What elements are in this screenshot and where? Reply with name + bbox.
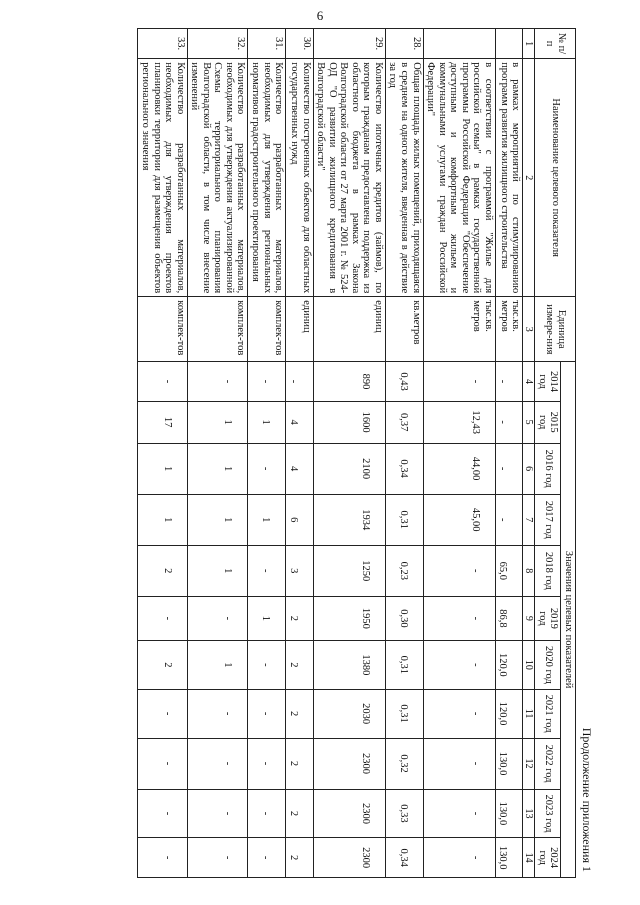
value-cell: 2 xyxy=(286,640,314,689)
value-cell: - xyxy=(423,838,495,878)
value-cell: 3 xyxy=(286,545,314,596)
row-number: 31. xyxy=(248,29,286,59)
row-number: 32. xyxy=(187,29,248,59)
value-cell: - xyxy=(248,362,286,401)
value-cell: 2300 xyxy=(313,789,385,838)
value-cell: 1 xyxy=(248,401,286,443)
value-cell: - xyxy=(138,596,187,640)
value-cell: 120,0 xyxy=(495,689,523,738)
header-year: 2016 год xyxy=(535,443,561,494)
header-year: 2022 год xyxy=(535,738,561,789)
value-cell: 0,33 xyxy=(385,789,423,838)
value-cell: 130,0 xyxy=(495,738,523,789)
indicator-name: в рамках мероприятий по стимулированию программ развития жилищного строительства xyxy=(495,59,523,297)
header-year: 2024 год xyxy=(535,838,561,878)
value-cell: - xyxy=(495,401,523,443)
value-cell: 2030 xyxy=(313,689,385,738)
page-number: 6 xyxy=(316,8,324,23)
value-cell: 12,43 xyxy=(423,401,495,443)
value-cell: 890 xyxy=(313,362,385,401)
value-cell: - xyxy=(138,738,187,789)
unit-cell: комплек-тов xyxy=(187,297,248,362)
value-cell: 1380 xyxy=(313,640,385,689)
value-cell: 1934 xyxy=(313,494,385,545)
value-cell: 0,31 xyxy=(385,494,423,545)
value-cell: 120,0 xyxy=(495,640,523,689)
unit-cell: тыс.кв. метров xyxy=(423,297,495,362)
header-year: 2023 год xyxy=(535,789,561,838)
column-index: 12 xyxy=(523,738,535,789)
indicator-name: Количество разработанных материалов, необходимых для утверждения актуализированной Схемы территориального планирования Волгоградской области, в том числе внесение изменений xyxy=(187,59,248,297)
value-cell: 0,43 xyxy=(385,362,423,401)
indicator-name: Количество ипотечных кредитов (займов), по которым гражданам предоставлена поддержка из областного бюджета в рамках Закона Волгоградской области от 27 марта 2001 г. № 524-ОД "О развитии жилищного кредитования в Волгоградской области" xyxy=(313,59,385,297)
value-cell: - xyxy=(187,689,248,738)
value-cell: - xyxy=(248,689,286,738)
header-year: 2021 год xyxy=(535,689,561,738)
value-cell: 0,23 xyxy=(385,545,423,596)
value-cell: 1 xyxy=(138,443,187,494)
indicator-name: Общая площадь жилых помещений, приходящаяся в среднем на одного жителя, введенная в действие за год xyxy=(385,59,423,297)
column-index: 6 xyxy=(523,443,535,494)
header-year: 2018 год xyxy=(535,545,561,596)
value-cell: 0,30 xyxy=(385,596,423,640)
value-cell: 2100 xyxy=(313,443,385,494)
value-cell: - xyxy=(423,738,495,789)
row-number xyxy=(423,29,495,59)
value-cell: - xyxy=(187,738,248,789)
column-index: 10 xyxy=(523,640,535,689)
value-cell: - xyxy=(423,596,495,640)
indicator-name: Количество построенных объектов для областных государственных нужд xyxy=(286,59,314,297)
value-cell: 0,32 xyxy=(385,738,423,789)
value-cell: 1 xyxy=(187,640,248,689)
value-cell: 6 xyxy=(286,494,314,545)
index-row xyxy=(523,29,535,878)
value-cell: 1 xyxy=(187,443,248,494)
value-cell: - xyxy=(248,738,286,789)
value-cell: - xyxy=(423,789,495,838)
row-number: 28. xyxy=(385,29,423,59)
value-cell: 1 xyxy=(248,494,286,545)
column-index: 4 xyxy=(523,362,535,401)
indicators-table xyxy=(138,28,577,878)
table-row xyxy=(286,29,314,878)
row-number: 33. xyxy=(138,29,187,59)
table-row xyxy=(385,29,423,878)
value-cell: 0,34 xyxy=(385,443,423,494)
value-cell: 2 xyxy=(286,596,314,640)
value-cell: 1 xyxy=(248,596,286,640)
header-year: 2014 год xyxy=(535,362,561,401)
unit-cell: тыс.кв. метров xyxy=(495,297,523,362)
value-cell: - xyxy=(423,640,495,689)
header-year: 2019 год xyxy=(535,596,561,640)
value-cell: 2 xyxy=(286,738,314,789)
header-year: 2015 год xyxy=(535,401,561,443)
column-index: 13 xyxy=(523,789,535,838)
table-row xyxy=(138,29,187,878)
value-cell: - xyxy=(138,689,187,738)
value-cell: 2 xyxy=(138,640,187,689)
value-cell: - xyxy=(138,838,187,878)
table-row xyxy=(313,29,385,878)
header-row-1 xyxy=(561,29,576,878)
continuation-note: Продолжение приложения 1 xyxy=(580,727,594,872)
column-index: 5 xyxy=(523,401,535,443)
header-year: 2017 год xyxy=(535,494,561,545)
value-cell: 44,00 xyxy=(423,443,495,494)
table-row xyxy=(248,29,286,878)
indicator-name: Количество разработанных материалов, необходимых для утверждения проектов планировки территории для размещения объектов регионального значения xyxy=(138,59,187,297)
value-cell: - xyxy=(248,443,286,494)
rotated-page-content xyxy=(48,28,596,878)
value-cell: 0,37 xyxy=(385,401,423,443)
value-cell: - xyxy=(423,545,495,596)
value-cell: 86,8 xyxy=(495,596,523,640)
value-cell: 1 xyxy=(187,494,248,545)
value-cell: 17 xyxy=(138,401,187,443)
table-row xyxy=(423,29,495,878)
table-body xyxy=(138,29,523,878)
column-index: 7 xyxy=(523,494,535,545)
value-cell: 1600 xyxy=(313,401,385,443)
column-index: 8 xyxy=(523,545,535,596)
value-cell: - xyxy=(248,838,286,878)
value-cell: - xyxy=(286,362,314,401)
value-cell: 45,00 xyxy=(423,494,495,545)
indicator-name: Количество разработанных материалов, необходимых для утверждения региональных нормативов градостроительного проектирования xyxy=(248,59,286,297)
value-cell: 2300 xyxy=(313,838,385,878)
value-cell: - xyxy=(138,362,187,401)
value-cell: - xyxy=(187,362,248,401)
value-cell: 130,0 xyxy=(495,838,523,878)
value-cell: 0,31 xyxy=(385,689,423,738)
column-index: 11 xyxy=(523,689,535,738)
table-row xyxy=(495,29,523,878)
value-cell: 1 xyxy=(138,494,187,545)
unit-cell: кв.метров xyxy=(385,297,423,362)
unit-cell: единиц xyxy=(286,297,314,362)
value-cell: 0,34 xyxy=(385,838,423,878)
value-cell: 1 xyxy=(187,545,248,596)
value-cell: - xyxy=(495,443,523,494)
row-number: 30. xyxy=(286,29,314,59)
row-number: 29. xyxy=(313,29,385,59)
column-index: 2 xyxy=(523,59,535,297)
value-cell: 1950 xyxy=(313,596,385,640)
header-values: Значения целевых показателей xyxy=(561,362,576,878)
value-cell: - xyxy=(423,689,495,738)
value-cell: - xyxy=(187,838,248,878)
value-cell: - xyxy=(248,640,286,689)
indicator-name: в соответствии с программой "Жилье для российской семьи" в рамках государственной программы Российской Федерации "Обеспечение доступным и комфортным жильем и коммунальными услугами граждан Российской Федерации" xyxy=(423,59,495,297)
column-index: 1 xyxy=(523,29,535,59)
column-index: 9 xyxy=(523,596,535,640)
value-cell: 4 xyxy=(286,443,314,494)
header-unit: Единица измере-ния xyxy=(535,297,576,362)
value-cell: - xyxy=(248,789,286,838)
value-cell: - xyxy=(138,789,187,838)
value-cell: 2 xyxy=(286,789,314,838)
value-cell: - xyxy=(495,494,523,545)
column-index: 3 xyxy=(523,297,535,362)
unit-cell: единиц xyxy=(313,297,385,362)
value-cell: 130,0 xyxy=(495,789,523,838)
value-cell: 65,0 xyxy=(495,545,523,596)
column-index: 14 xyxy=(523,838,535,878)
header-name: Наименование целевого показателя xyxy=(535,59,576,297)
value-cell: 1 xyxy=(187,401,248,443)
row-number xyxy=(495,29,523,59)
value-cell: 2 xyxy=(286,838,314,878)
value-cell: - xyxy=(423,362,495,401)
unit-cell: комплек-тов xyxy=(138,297,187,362)
table-row xyxy=(187,29,248,878)
value-cell: 2 xyxy=(138,545,187,596)
value-cell: 2 xyxy=(286,689,314,738)
value-cell: 1250 xyxy=(313,545,385,596)
value-cell: 2300 xyxy=(313,738,385,789)
header-num: № п/п xyxy=(535,29,576,59)
header-year: 2020 год xyxy=(535,640,561,689)
value-cell: - xyxy=(187,596,248,640)
value-cell: - xyxy=(248,545,286,596)
value-cell: - xyxy=(187,789,248,838)
unit-cell: комплек-тов xyxy=(248,297,286,362)
value-cell: - xyxy=(495,362,523,401)
value-cell: 4 xyxy=(286,401,314,443)
value-cell: 0,31 xyxy=(385,640,423,689)
